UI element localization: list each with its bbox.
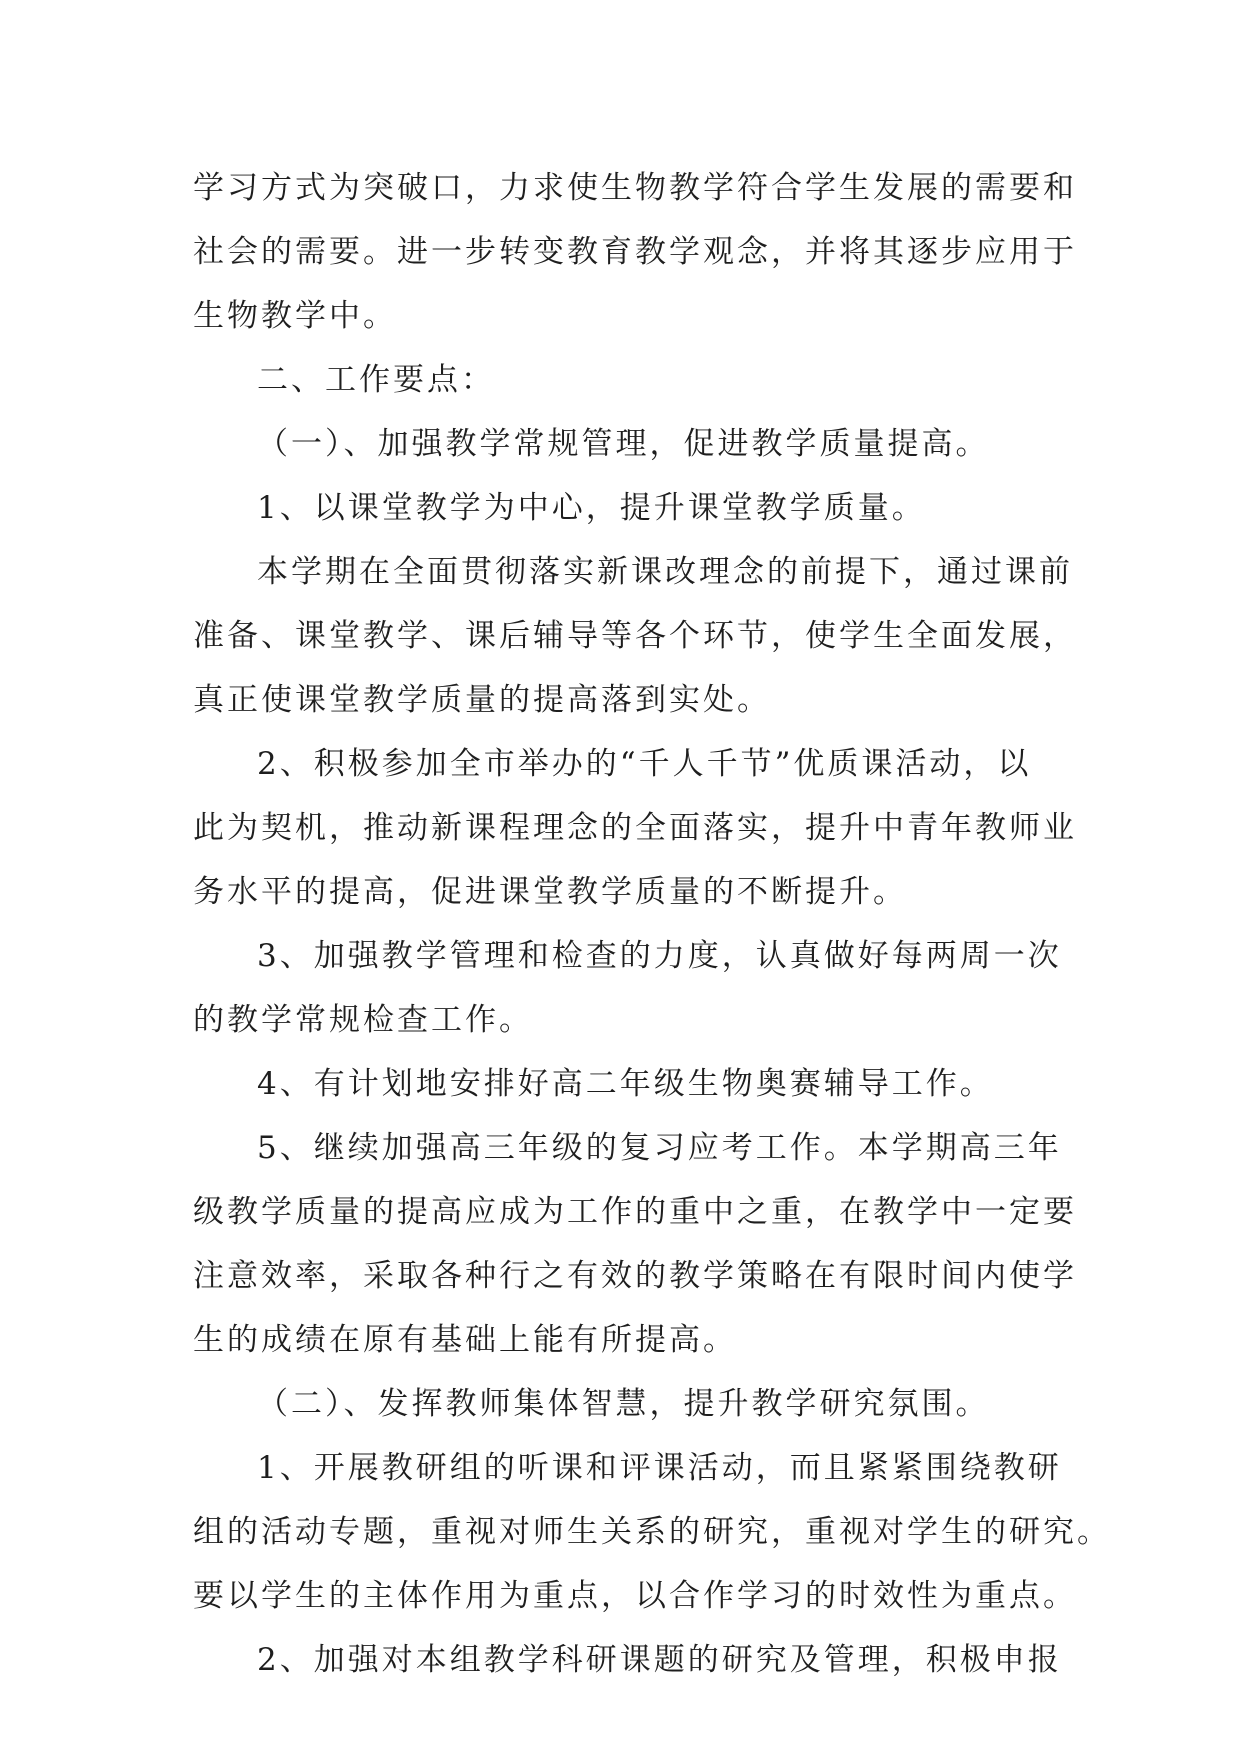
paragraph (193, 156, 1077, 348)
text-line: 2、加强对本组教学科研课题的研究及管理，积极申报 (257, 1642, 1062, 1678)
text-line: 组的活动专题，重视对师生关系的研究，重视对学生的研究。 (193, 1514, 1111, 1550)
text-line: 生的成绩在原有基础上能有所提高。 (193, 1322, 737, 1358)
paragraph (193, 348, 1073, 412)
paragraph (193, 540, 1077, 732)
text-line: （二）、发挥教师集体智慧，提升教学研究氛围。 (257, 1386, 990, 1422)
document-body (193, 156, 1111, 1692)
paragraph (193, 412, 1073, 476)
text-line: 的教学常规检查工作。 (193, 1002, 533, 1038)
text-line: 社会的需要。进一步转变教育教学观念，并将其逐步应用于 (193, 234, 1077, 270)
text-line: 学习方式为突破口，力求使生物教学符合学生发展的需要和 (193, 170, 1077, 206)
text-line: 4、有计划地安排好高二年级生物奥赛辅导工作。 (257, 1066, 994, 1102)
paragraph (193, 1372, 1073, 1436)
paragraph (193, 732, 1077, 924)
text-line: 1、开展教研组的听课和评课活动，而且紧紧围绕教研 (257, 1450, 1062, 1486)
paragraph (193, 924, 1073, 1052)
text-line: 2、积极参加全市举办的“千人千节”优质课活动，以 (257, 746, 1032, 782)
text-line: 二、工作要点： (257, 362, 495, 398)
text-line: 级教学质量的提高应成为工作的重中之重，在教学中一定要 (193, 1194, 1077, 1230)
text-line: 3、加强教学管理和检查的力度，认真做好每两周一次 (257, 938, 1062, 974)
paragraph (193, 1628, 1073, 1692)
text-line: 5、继续加强高三年级的复习应考工作。本学期高三年 (257, 1130, 1062, 1166)
text-line: 准备、课堂教学、课后辅导等各个环节，使学生全面发展， (193, 618, 1077, 654)
text-line: 此为契机，推动新课程理念的全面落实，提升中青年教师业 (193, 810, 1077, 846)
text-line: 生物教学中。 (193, 298, 397, 334)
text-line: 1、以课堂教学为中心，提升课堂教学质量。 (257, 490, 926, 526)
paragraph (193, 1436, 1111, 1628)
paragraph (193, 1116, 1077, 1372)
text-line: 真正使课堂教学质量的提高落到实处。 (193, 682, 771, 718)
text-line: 务水平的提高，促进课堂教学质量的不断提升。 (193, 874, 907, 910)
paragraph (193, 476, 1073, 540)
text-line: 要以学生的主体作用为重点，以合作学习的时效性为重点。 (193, 1578, 1077, 1614)
text-line: （一）、加强教学常规管理，促进教学质量提高。 (257, 426, 990, 462)
text-line: 本学期在全面贯彻落实新课改理念的前提下，通过课前 (257, 554, 1073, 590)
paragraph (193, 1052, 1073, 1116)
text-line: 注意效率，采取各种行之有效的教学策略在有限时间内使学 (193, 1258, 1077, 1294)
